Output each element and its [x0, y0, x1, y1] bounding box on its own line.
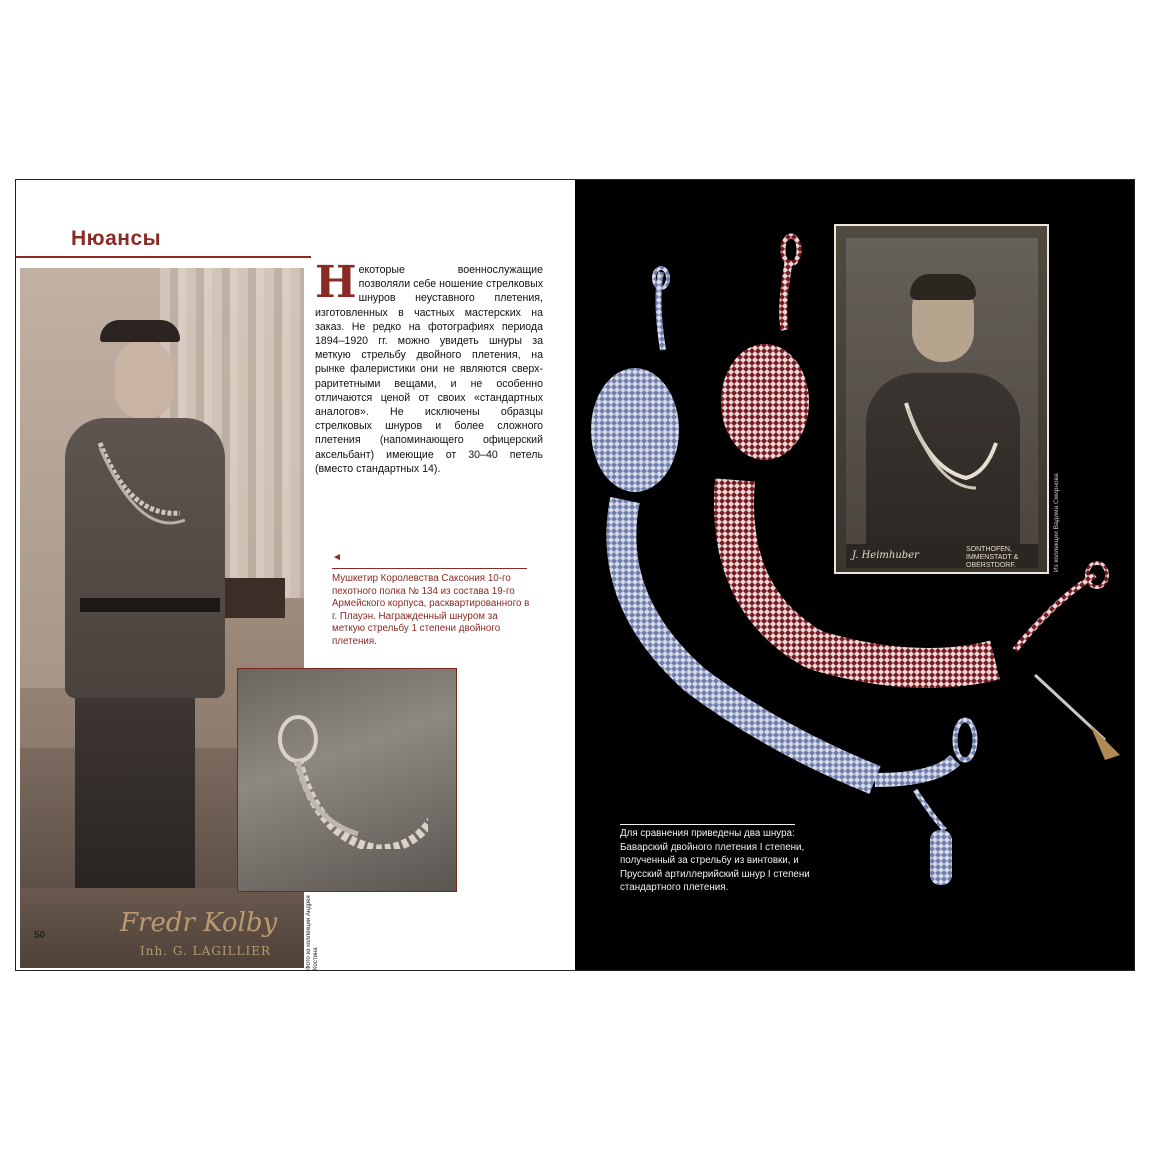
- caption-rule: [332, 568, 527, 569]
- portrait-cord-drawing: [846, 238, 1038, 544]
- portrait-photo: [834, 224, 1049, 574]
- dropcap: Н: [315, 257, 357, 308]
- photo-credit-right: Из коллекции Вадима Смирнова: [1053, 473, 1060, 572]
- portrait-studio-name: J. Heimhuber: [852, 550, 919, 561]
- page-number: 50: [34, 930, 46, 941]
- body-text: [315, 257, 543, 476]
- caption-right-rule: [620, 824, 795, 825]
- caption-left: Мушкетир Королевства Саксония 10-го пехотного полка № 134 из состава 19-го Армейского корпуса, расквартированного в г. Плауэн. Награжденный шнуром за меткую стрельбу 1 степени двойного плетения.: [332, 573, 530, 647]
- title-rule: [16, 256, 311, 258]
- cord-detail-drawing: [258, 699, 428, 849]
- portrait-studio-location: SONTHOFEN, IMMENSTADT & OBERSTDORF.: [966, 546, 1019, 569]
- left-page: [16, 180, 575, 970]
- section-title: Нюансы: [71, 227, 162, 250]
- cord-detail-photo: [237, 668, 457, 892]
- body-paragraph: екоторые военнослужащие позволяли себе ношение стрелковых шнуров неуставного плетения, изготовленных в частных мастерских на заказ. Не редко на фотографиях периода 1894–1920 гг. можно увидеть шнуры за меткую стрельбу двойного плетения, на рынке фалеристики они не являются сверх-раритетными вещами, и не особенно отличаются ценой от своих «стандартных аналогов». Не исключены образцы стрелковых шнуров и более сложного плетения (напоминающего офицерский аксельбант) имеющие от 30–40 петель (вместо стандартных 14).: [315, 264, 543, 475]
- studio-signature: Fredr Kolby: [120, 908, 278, 938]
- portrait-studio-stamp: [846, 544, 1038, 568]
- caption-right: Для сравнения приведены два шнура: Баварский двойного плетения I степени, полученный за стрельбу из винтовки, и Прусский артиллерийский шнур I степени стандартного плетения.: [620, 828, 810, 893]
- studio-subtitle: Inh. G. LAGILLIER: [140, 944, 272, 958]
- right-page: [575, 180, 1134, 970]
- photo-credit-left: Фото из коллекции Андрея Костина: [306, 895, 319, 970]
- caption-arrow-icon: ◄: [332, 552, 342, 563]
- book-spread: [15, 179, 1135, 971]
